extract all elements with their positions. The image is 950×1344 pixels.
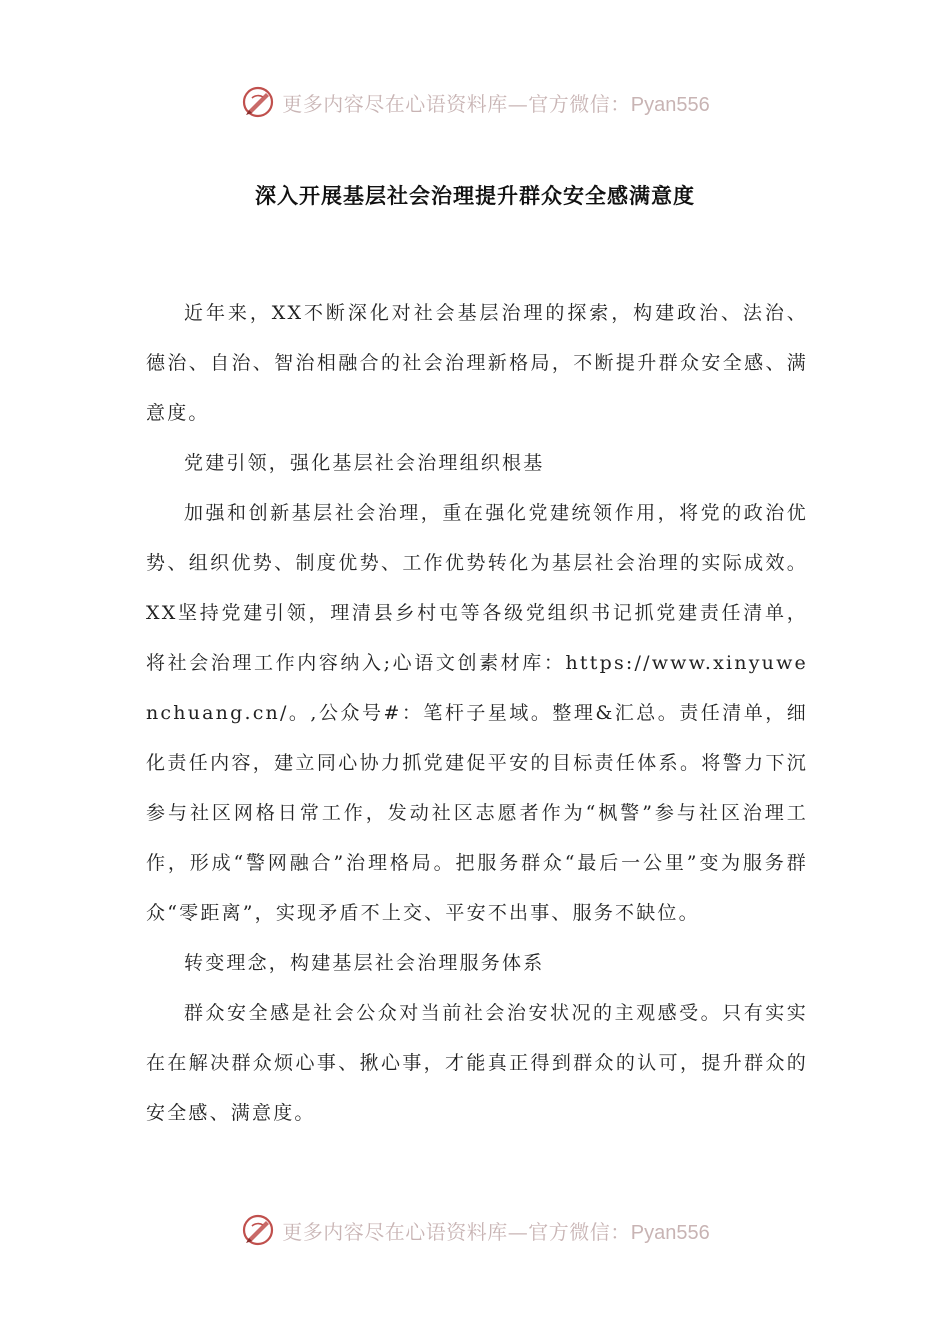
pen-logo-icon <box>240 1212 276 1248</box>
paragraph-intro: 近年来，XX不断深化对社会基层治理的探索，构建政治、法治、德治、自治、智治相融合的社会治理新格局，不断提升群众安全感、满意度。 <box>146 302 808 424</box>
document-body <box>146 288 808 1138</box>
section-heading-service-system: 转变理念，构建基层社会治理服务体系 <box>184 952 545 974</box>
section-heading-party-building: 党建引领，强化基层社会治理组织根基 <box>184 452 545 474</box>
paragraph-service-system: 群众安全感是社会公众对当前社会治安状况的主观感受。只有实实在在解决群众烦心事、揪心事，才能真正得到群众的认可，提升群众的安全感、满意度。 <box>146 1002 808 1124</box>
watermark-slogan: 更多内容尽在心语资料库—官方微信： <box>282 91 631 116</box>
watermark-text <box>282 88 709 117</box>
watermark-text <box>282 1216 709 1245</box>
header-watermark <box>0 82 950 122</box>
footer-watermark <box>0 1210 950 1250</box>
watermark-slogan: 更多内容尽在心语资料库—官方微信： <box>282 1219 631 1244</box>
pen-logo-icon <box>240 84 276 120</box>
document-title: 深入开展基层社会治理提升群众安全感满意度 <box>255 184 695 208</box>
watermark-wechat-id: Pyan556 <box>630 1221 710 1244</box>
paragraph-party-building: 加强和创新基层社会治理，重在强化党建统领作用，将党的政治优势、组织优势、制度优势、工作优势转化为基层社会治理的实际成效。XX坚持党建引领，理清县乡村屯等各级党组织书记抓党建责任清单，将社会治理工作内容纳入;心语文创素材库：https://www.xinyuwenchuang.cn/。,公众号#：笔杆子星域。整理&汇总。责任清单，细化责任内容，建立同心协力抓党建促平安的目标责任体系。将警力下沉参与社区网格日常工作，发动社区志愿者作为“枫警”参与社区治理工作，形成“警网融合”治理格局。把服务群众“最后一公里”变为服务群众“零距离”，实现矛盾不上交、平安不出事、服务不缺位。 <box>146 502 808 924</box>
watermark-wechat-id: Pyan556 <box>630 93 710 116</box>
